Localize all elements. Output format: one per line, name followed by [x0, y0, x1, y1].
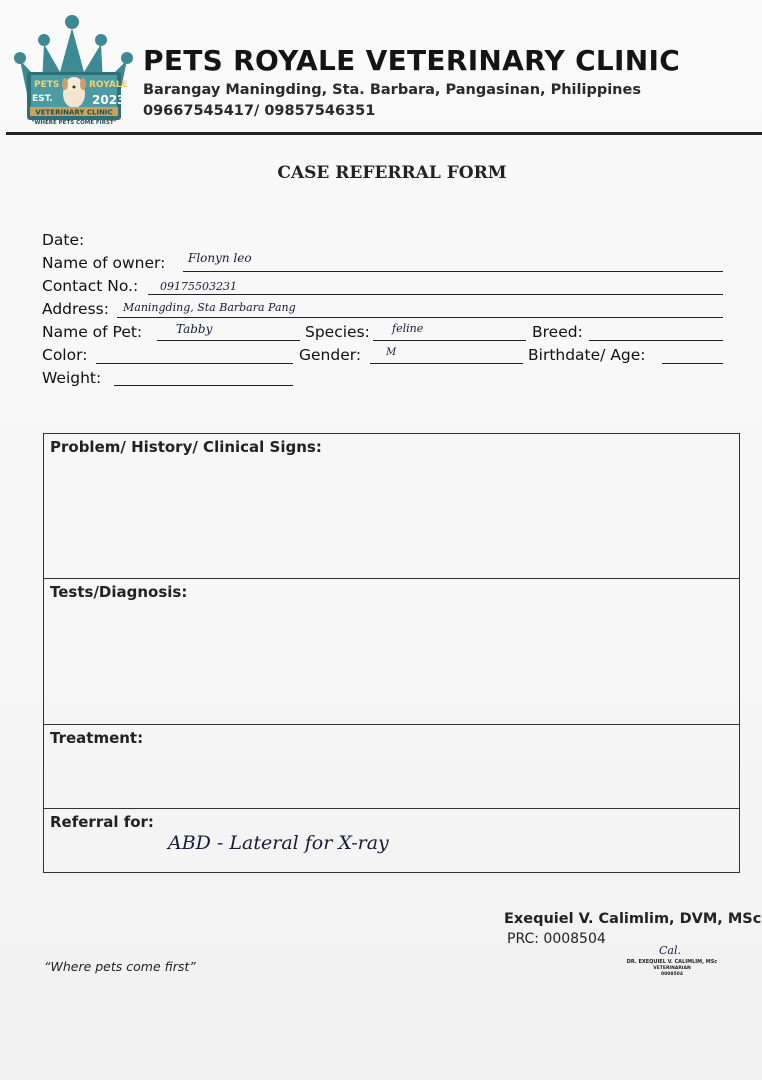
svg-text:DR. EXEQUIEL V. CALIMLIM, MSc: DR. EXEQUIEL V. CALIMLIM, MSc [626, 959, 718, 965]
clinical-sections-table [43, 433, 740, 873]
address-field[interactable] [117, 317, 723, 318]
gender-value: M [386, 347, 397, 358]
owner-value: Flonyn leo [188, 251, 252, 265]
breed-field[interactable] [589, 340, 723, 341]
svg-text:"WHERE PETS COME FIRST": "WHERE PETS COME FIRST" [31, 120, 117, 126]
form-title: CASE REFERRAL FORM [277, 163, 507, 183]
birthdate-field[interactable] [662, 363, 723, 364]
birthdate-label: Birthdate/ Age: [528, 346, 646, 364]
gender-field[interactable] [370, 363, 523, 364]
svg-text:0008504: 0008504 [661, 972, 683, 977]
address-value: Maningding, Sta Barbara Pang [123, 301, 296, 314]
contact-label: Contact No.: [42, 277, 139, 295]
veterinarian-prc: PRC: 0008504 [507, 931, 606, 947]
svg-text:2023: 2023 [92, 93, 126, 107]
svg-text:VETERINARIAN: VETERINARIAN [653, 966, 691, 971]
color-field[interactable] [96, 363, 293, 364]
species-value: feline [392, 322, 424, 335]
svg-text:ROYALE: ROYALE [89, 80, 128, 90]
clinic-address: Barangay Maningding, Sta. Barbara, Pangasinan, Philippines [143, 82, 641, 98]
contact-value: 09175503231 [160, 280, 237, 293]
treatment-label: Treatment: [50, 729, 144, 747]
clinic-logo [12, 14, 136, 126]
species-label: Species: [305, 323, 370, 341]
tests-divider [44, 578, 739, 579]
footer-motto: “Where pets come first” [44, 959, 196, 974]
referral-divider [44, 808, 739, 809]
weight-field[interactable] [114, 385, 293, 386]
clinic-name: PETS ROYALE VETERINARY CLINIC [143, 44, 681, 77]
gender-label: Gender: [299, 346, 362, 364]
svg-text:PETS: PETS [34, 80, 60, 90]
tests-label: Tests/Diagnosis: [50, 583, 188, 601]
pet-name-field[interactable] [157, 340, 300, 341]
clinic-phones: 09667545417/ 09857546351 [143, 103, 376, 119]
contact-field[interactable] [148, 294, 723, 295]
svg-text:VETERINARY CLINIC: VETERINARY CLINIC [35, 108, 113, 117]
color-label: Color: [42, 346, 88, 364]
svg-text:EST.: EST. [32, 94, 53, 104]
referral-value: ABD - Lateral for X-ray [168, 832, 389, 854]
breed-label: Breed: [532, 323, 583, 341]
pet-name-label: Name of Pet: [42, 323, 143, 341]
veterinarian-name: Exequiel V. Calimlim, DVM, MSc [504, 911, 762, 927]
owner-label: Name of owner: [42, 254, 166, 272]
pet-name-value: Tabby [176, 322, 213, 336]
svg-text:Cal.: Cal. [659, 944, 681, 957]
treatment-divider [44, 724, 739, 725]
owner-field[interactable] [183, 271, 723, 272]
referral-label: Referral for: [50, 813, 154, 831]
date-label: Date: [42, 231, 85, 249]
header-divider [6, 132, 762, 135]
veterinarian-stamp [612, 944, 732, 982]
problem-label: Problem/ History/ Clinical Signs: [50, 438, 322, 456]
weight-label: Weight: [42, 369, 102, 387]
address-label: Address: [42, 300, 109, 318]
species-field[interactable] [373, 340, 526, 341]
